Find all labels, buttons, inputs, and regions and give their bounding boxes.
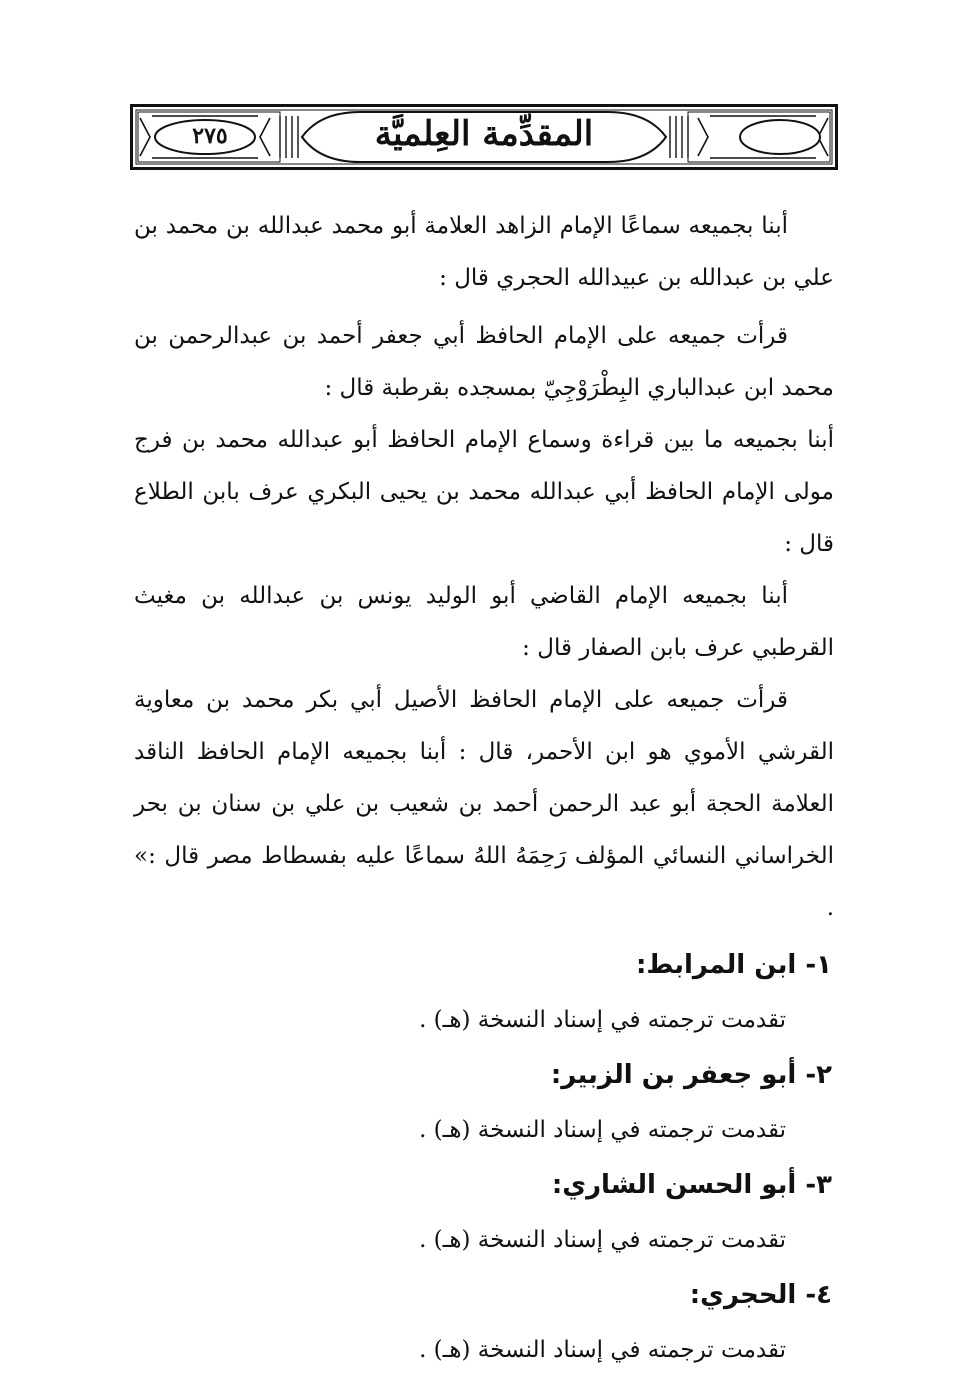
entry-text: تقدمت ترجمته في إسناد النسخة (هـ) . (419, 1227, 786, 1253)
page-number: ٢٧٥ (192, 123, 228, 149)
paragraph-1: أبنا بجميعه سماعًا الإمام الزاهد العلامة أبو محمد عبدالله بن محمد بن علي بن عبدالله بن عبيدالله الحجري قال : (134, 213, 834, 291)
entry-text: تقدمت ترجمته في إسناد النسخة (هـ) . (419, 1337, 786, 1363)
paragraph-4: أبنا بجميعه الإمام القاضي أبو الوليد يونس بن عبدالله بن مغيث القرطبي عرف بابن الصفار قال : (134, 583, 834, 661)
entry-heading: ١- ابن المرابط: (635, 950, 832, 980)
page-body (134, 200, 834, 1378)
entry-text: تقدمت ترجمته في إسناد النسخة (هـ) . (419, 1007, 786, 1033)
entry-heading: ٣- أبو الحسن الشاري: (551, 1170, 832, 1200)
paragraph-2: قرأت جميعه على الإمام الحافظ أبي جعفر أحمد بن عبدالرحمن بن محمد ابن عبدالباري البِطْرَوْجِيّ بمسجده بقرطبة قال : (134, 323, 834, 401)
paragraph-3: أبنا بجميعه ما بين قراءة وسماع الإمام الحافظ أبو عبدالله محمد بن فرج مولى الإمام الحافظ أبي عبدالله محمد بن يحيى البكري عرف بابن الطلاع قال : (134, 427, 834, 557)
entry-list (134, 938, 834, 1378)
entry-heading: ٢- أبو جعفر بن الزبير: (550, 1060, 832, 1090)
entry-heading: ٤- الحجري: (689, 1280, 832, 1310)
paragraph-5: قرأت جميعه على الإمام الحافظ الأصيل أبي بكر محمد بن معاوية القرشي الأموي هو ابن الأحمر، قال : أبنا بجميعه الإمام الحافظ الناقد العلامة الحجة أبو عبد الرحمن أحمد بن شعيب بن علي بن سنان بن بحر الخراساني النسائي المؤلف رَحِمَهُ اللهُ سماعًا عليه بفسطاط مصر قال :» . (134, 687, 834, 921)
entry-text: تقدمت ترجمته في إسناد النسخة (هـ) . (419, 1117, 786, 1143)
page-header (130, 104, 838, 170)
page-title: المقدِّمة العِلميَّة (374, 114, 594, 154)
